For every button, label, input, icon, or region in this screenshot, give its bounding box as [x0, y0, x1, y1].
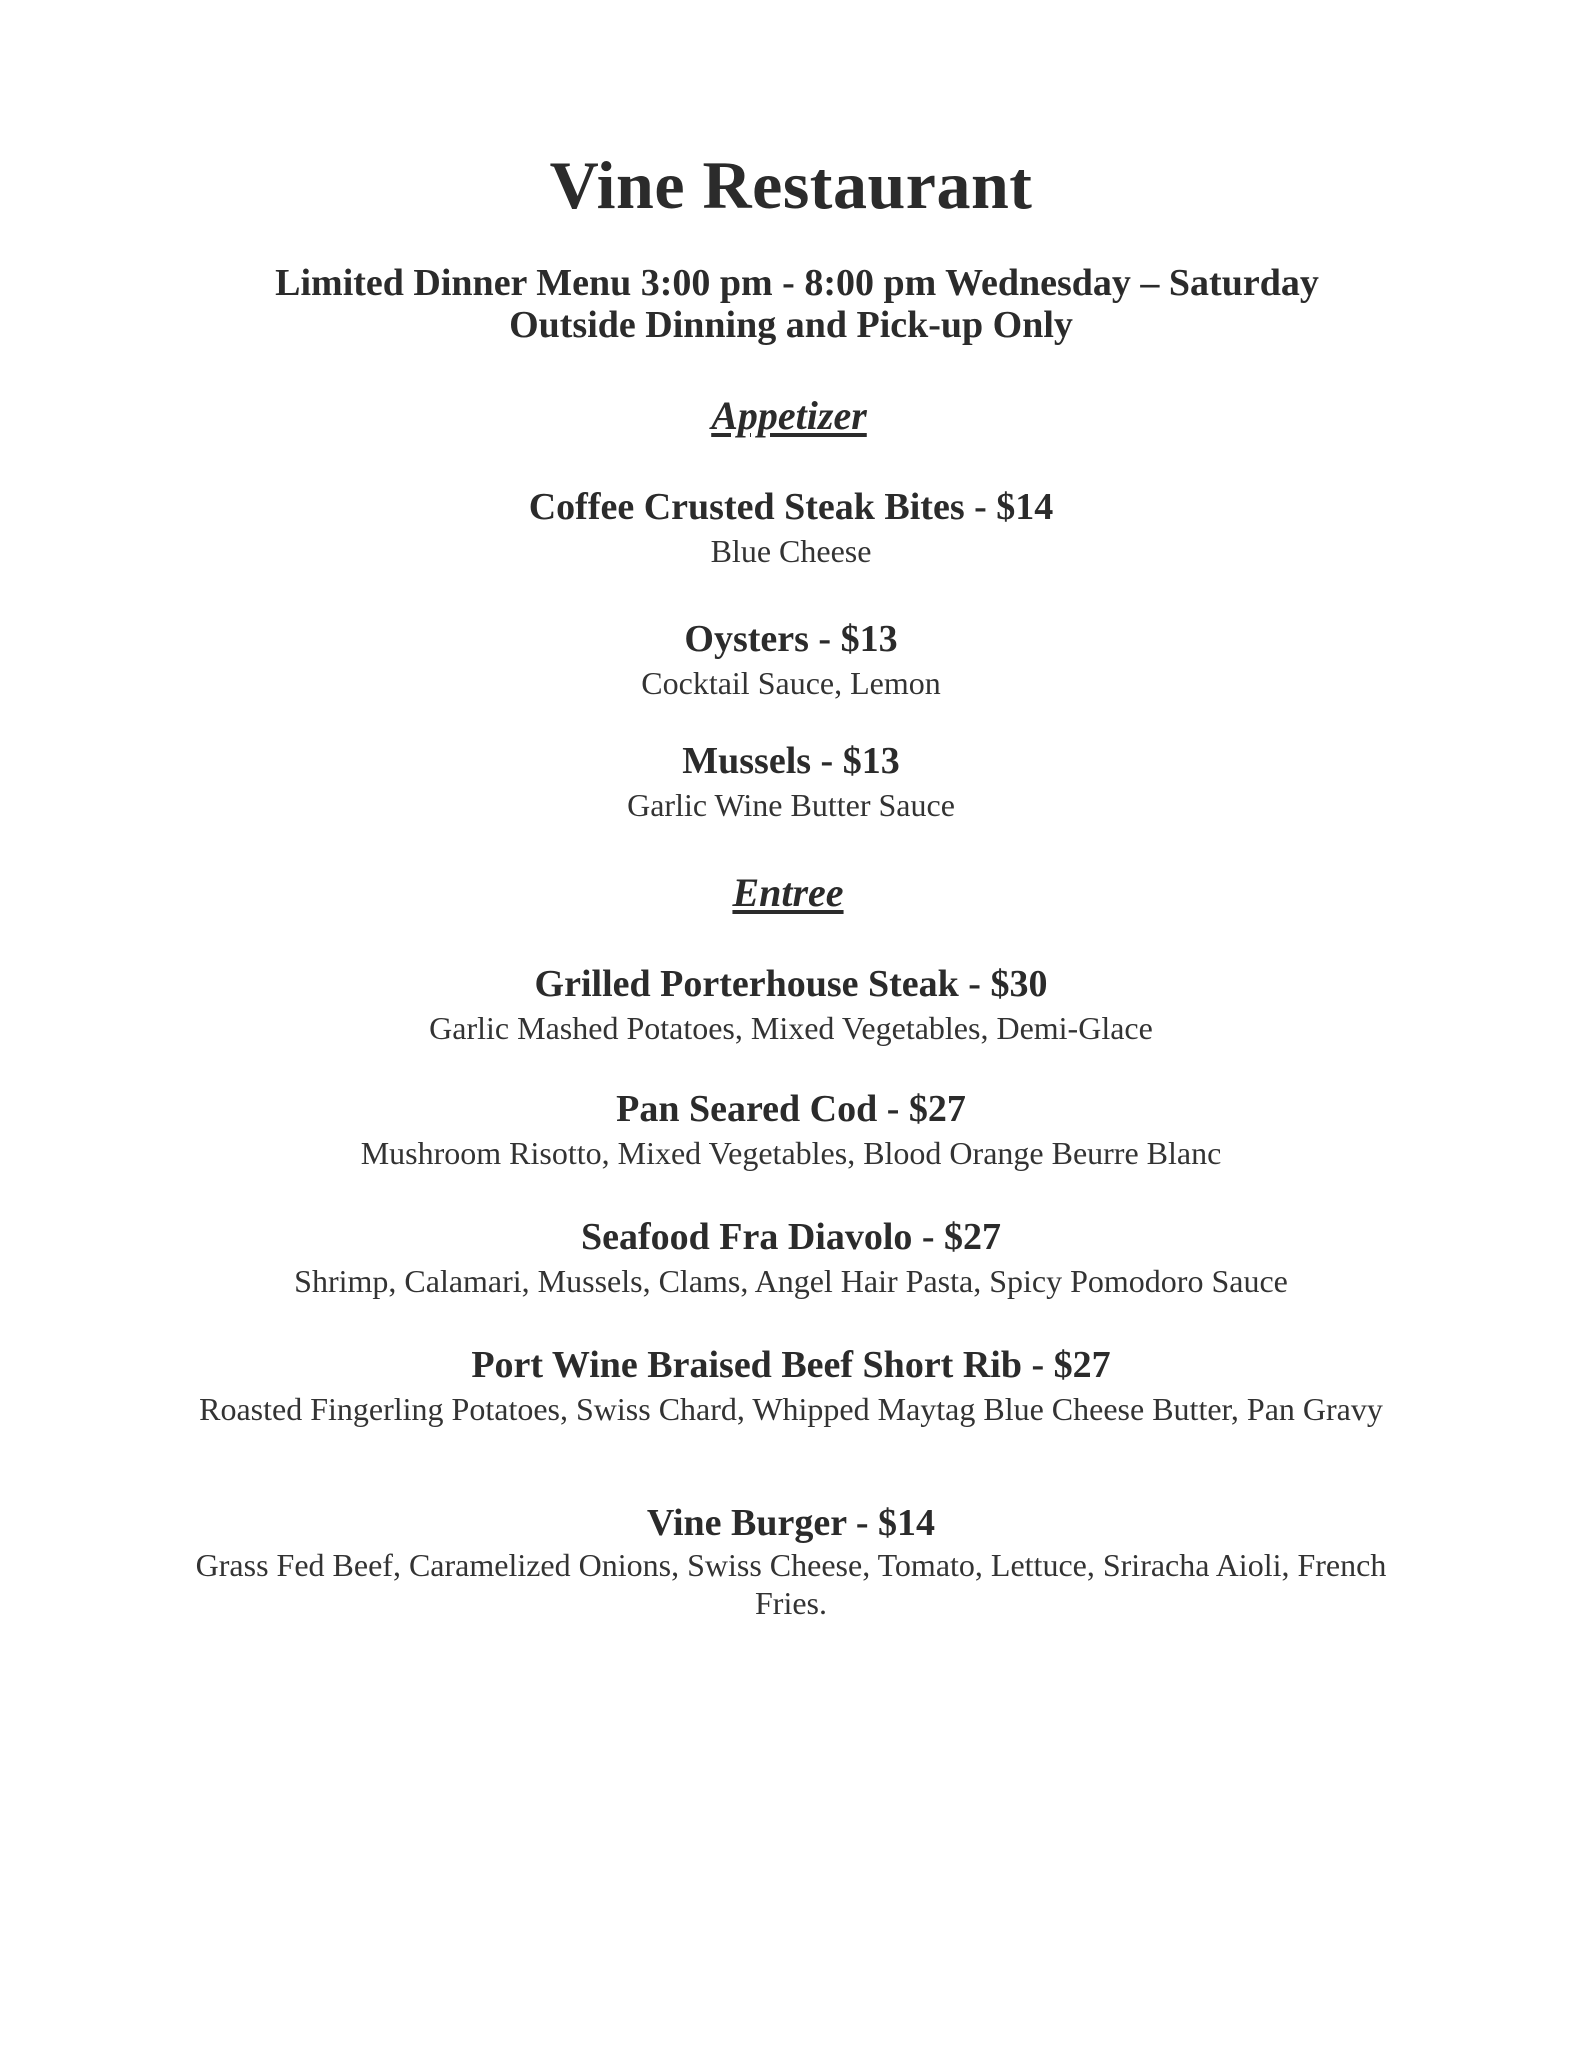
menu-item-description: Blue Cheese [710, 532, 872, 569]
menu-item-name: Port Wine Braised Beef Short Rib - $27 [471, 1344, 1111, 1386]
menu-item [0, 740, 1582, 824]
menu-item-name: Oysters - $13 [684, 618, 898, 660]
menu-item-name: Pan Seared Cod - $27 [616, 1088, 966, 1130]
menu-item-name: Grilled Porterhouse Steak - $30 [534, 963, 1048, 1005]
menu-hours-line: Limited Dinner Menu 3:00 pm - 8:00 pm Wednesday – Saturday [275, 262, 1319, 304]
menu-item-description: Garlic Wine Butter Sauce [627, 786, 955, 823]
menu-item [0, 1216, 1582, 1300]
restaurant-title: Vine Restaurant [549, 147, 1033, 223]
menu-item-description: Cocktail Sauce, Lemon [641, 664, 941, 701]
menu-item-name: Vine Burger - $14 [646, 1502, 936, 1544]
menu-item-name: Coffee Crusted Steak Bites - $14 [528, 486, 1054, 528]
menu-item-description: Mushroom Risotto, Mixed Vegetables, Blood Orange Beurre Blanc [360, 1134, 1222, 1171]
menu-item [0, 1344, 1582, 1428]
menu-item [0, 1088, 1582, 1172]
service-note-line: Outside Dinning and Pick-up Only [509, 304, 1073, 346]
menu-item-description: Grass Fed Beef, Caramelized Onions, Swiss Cheese, Tomato, Lettuce, Sriracha Aioli, French Fries. [195, 1546, 1387, 1622]
menu-item [0, 486, 1582, 570]
section-heading-appetizer: Appetizer [711, 393, 867, 438]
menu-item-description: Garlic Mashed Potatoes, Mixed Vegetables, Demi-Glace [429, 1009, 1153, 1046]
menu-item [0, 963, 1582, 1047]
menu-item-description: Roasted Fingerling Potatoes, Swiss Chard, Whipped Maytag Blue Cheese Butter, Pan Gravy [199, 1390, 1383, 1427]
menu-item [0, 618, 1582, 702]
section-heading-entree: Entree [732, 870, 844, 915]
menu-item-name: Mussels - $13 [682, 740, 900, 782]
menu-item-name: Seafood Fra Diavolo - $27 [580, 1216, 1002, 1258]
menu-item [0, 1502, 1582, 1622]
menu-item-description: Shrimp, Calamari, Mussels, Clams, Angel Hair Pasta, Spicy Pomodoro Sauce [294, 1262, 1288, 1299]
